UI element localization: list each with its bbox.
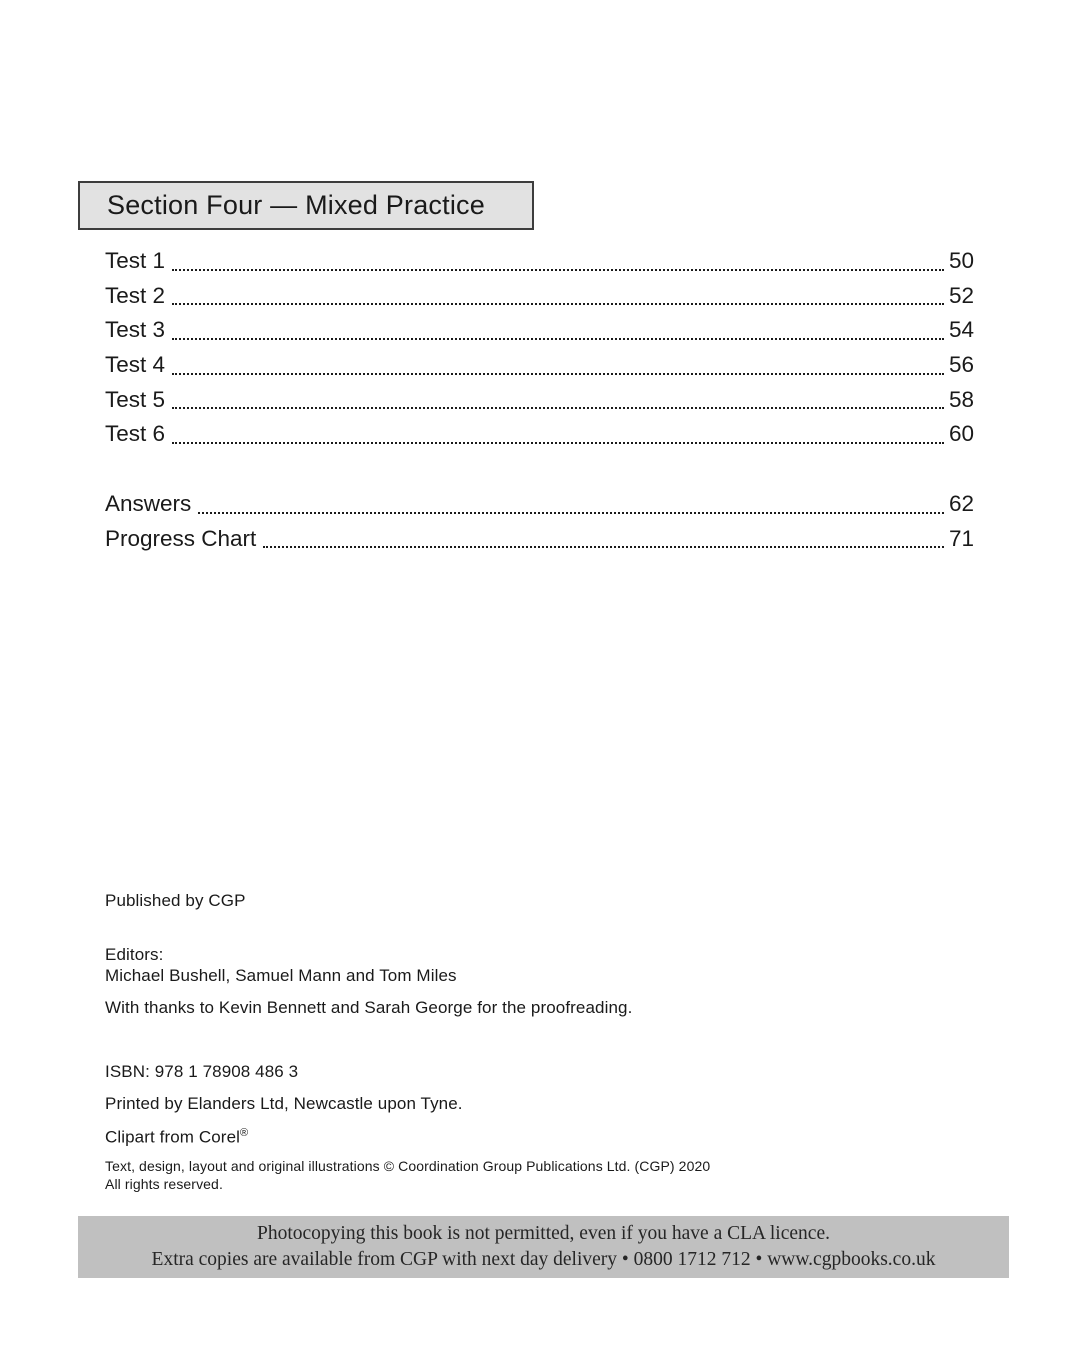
toc-entry-page-number: 56 [948,352,974,378]
toc-row [105,487,974,522]
toc-entry-page-number: 60 [948,421,974,447]
toc-entry-page-number: 52 [948,282,974,308]
toc-leader-dots [172,338,944,340]
toc-extra-list [105,487,974,556]
clipart-text: Clipart from Corel [105,1127,240,1147]
photocopying-notice-line: Photocopying this book is not permitted, even if you have a CLA licence. [257,1223,830,1244]
toc-entry-page-number: 54 [948,317,974,343]
photocopying-notice-bar [78,1216,1009,1278]
toc-entry-label: Test 1 [105,248,166,273]
editors-block [105,944,457,986]
toc-row [105,417,974,452]
toc-leader-dots [172,269,944,271]
printer-line: Printed by Elanders Ltd, Newcastle upon Tyne. [105,1094,463,1113]
editors-heading: Editors: [105,945,164,964]
toc-row [105,348,974,383]
section-header-box [78,181,534,230]
toc-row [105,522,974,557]
copyright-block [105,1157,710,1193]
published-by-line: Published by CGP [105,891,246,910]
toc-entry-page-number: 58 [948,386,974,412]
extra-copies-contact-line: Extra copies are available from CGP with next day delivery • 0800 1712 712 • www.cgpbooks.co.uk [151,1249,936,1270]
toc-row [105,279,974,314]
editors-names: Michael Bushell, Samuel Mann and Tom Miles [105,966,457,985]
toc-leader-dots [172,303,944,305]
toc-row [105,383,974,418]
toc-leader-dots [263,546,944,548]
toc-entry-label: Progress Chart [105,525,257,551]
proofreading-thanks-line: With thanks to Kevin Bennett and Sarah George for the proofreading. [105,998,633,1017]
toc-leader-dots [172,442,944,444]
toc-entry-label: Test 2 [105,282,166,308]
clipart-line [105,1122,248,1149]
section-title: Section Four — Mixed Practice [107,190,485,220]
toc-entry-label: Answers [105,491,192,516]
toc-leader-dots [172,373,944,375]
registered-trademark-symbol: ® [240,1127,249,1139]
toc-leader-dots [172,407,944,409]
rights-reserved-line: All rights reserved. [105,1176,223,1192]
toc-entry-label: Test 6 [105,421,166,447]
toc-entry-label: Test 4 [105,352,166,378]
isbn-line: ISBN: 978 1 78908 486 3 [105,1062,299,1081]
toc-row [105,313,974,348]
toc-entry-label: Test 5 [105,386,166,412]
toc-entry-page-number: 71 [948,525,974,551]
toc-entry-label: Test 3 [105,317,166,343]
toc-row [105,244,974,279]
toc-entry-page-number: 50 [948,248,974,273]
toc-leader-dots [198,512,944,514]
toc-entry-page-number: 62 [948,491,974,516]
toc-test-list [105,244,974,452]
copyright-line: Text, design, layout and original illustrations © Coordination Group Publications Ltd. (CGP) 2020 [105,1158,711,1174]
